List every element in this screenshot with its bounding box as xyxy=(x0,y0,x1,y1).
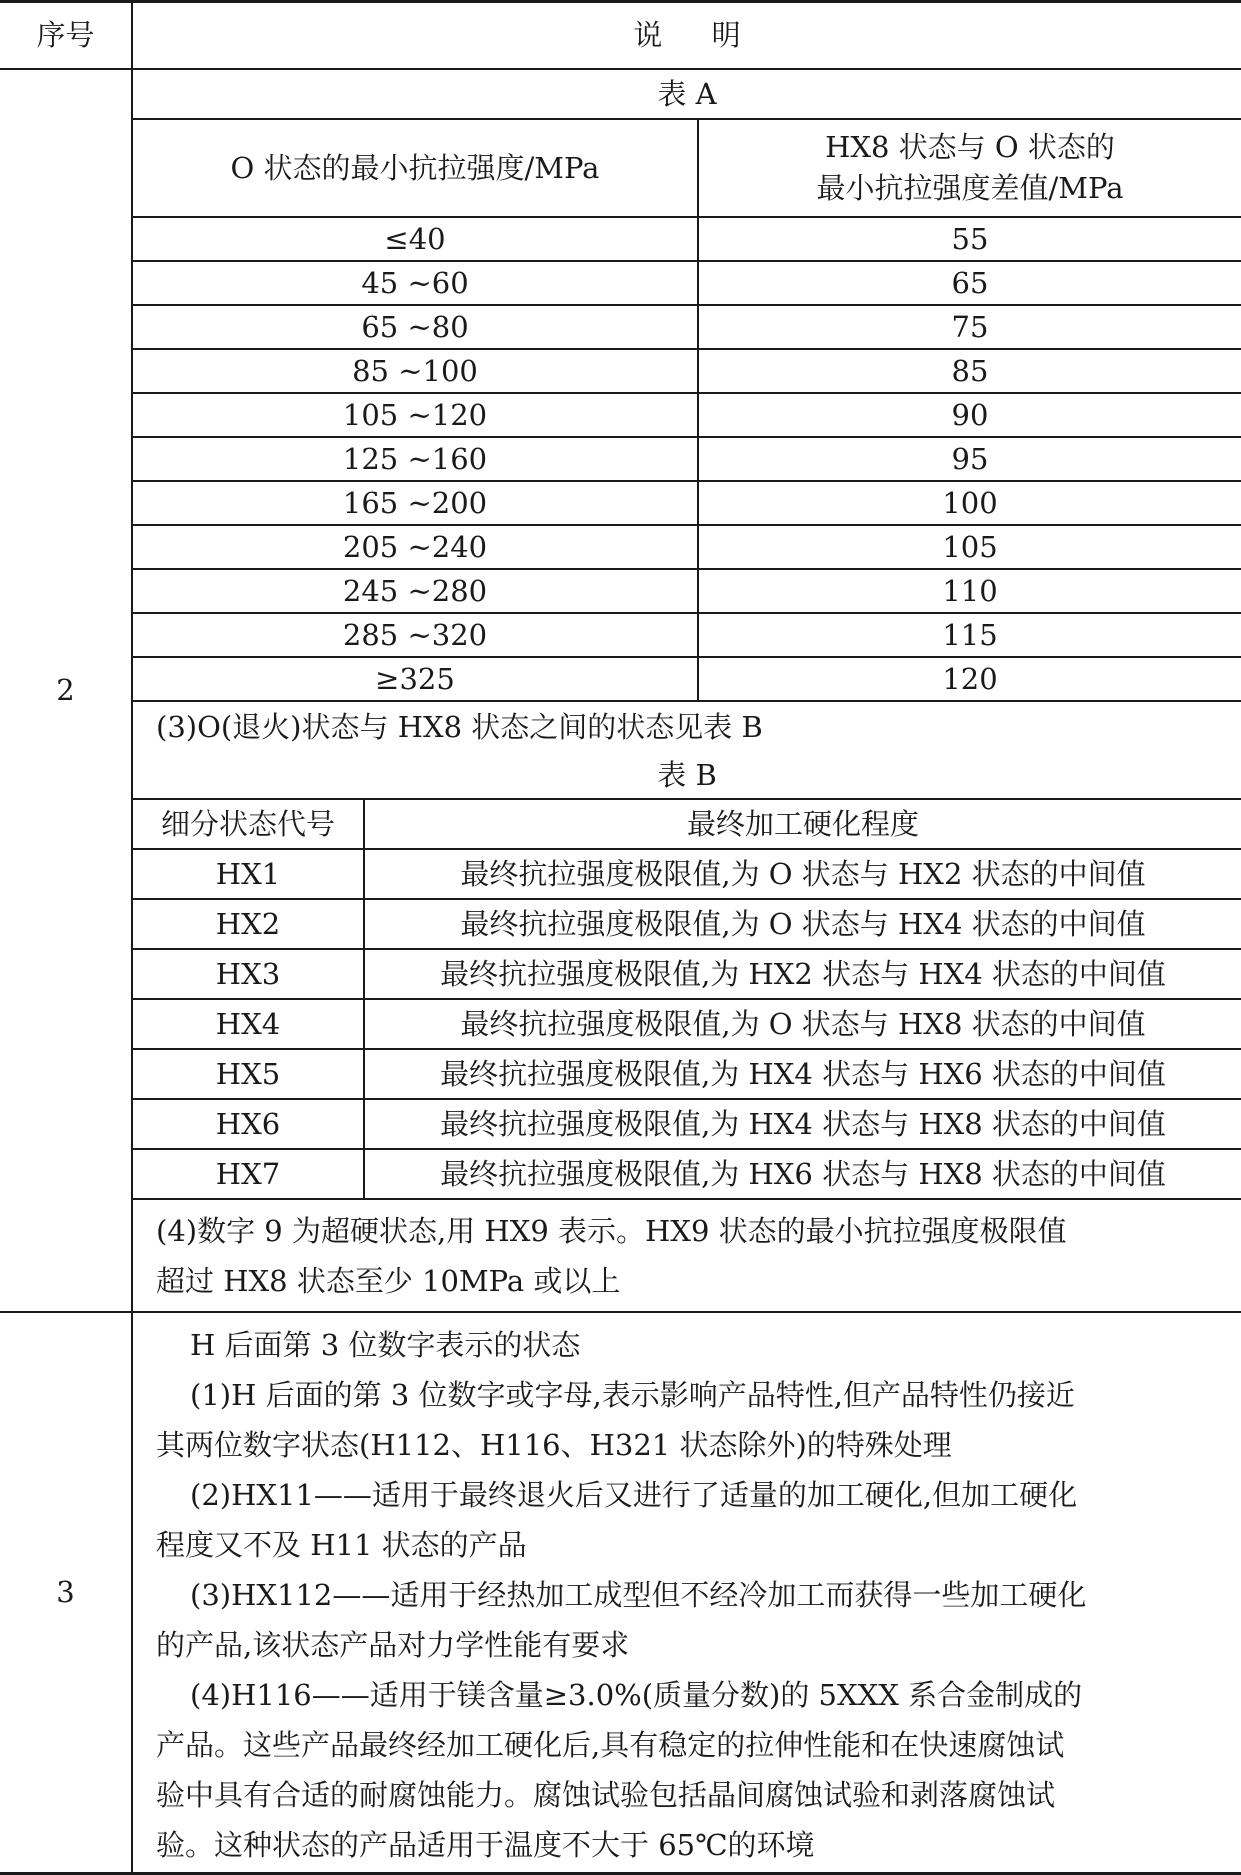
table-b-code: HX5 xyxy=(215,1056,281,1091)
table-b-code: HX6 xyxy=(215,1106,281,1141)
table-b-desc: 最终抗拉强度极限值,为 O 状态与 HX2 状态的中间值 xyxy=(460,856,1146,891)
table-a-diff: 95 xyxy=(951,441,989,476)
table-a-min: 205 ~240 xyxy=(342,529,488,564)
table-a-bottom-rule xyxy=(133,700,1241,702)
table-a-diff: 120 xyxy=(942,661,998,696)
table-a-diff: 100 xyxy=(942,485,998,520)
table-a-min: 165 ~200 xyxy=(342,485,488,520)
row3-line: (3)HX112——适用于经热加工成型但不经冷加工而获得一些加工硬化 xyxy=(190,1578,1087,1612)
row3-line: 其两位数字状态(H112、H116、H321 状态除外)的特殊处理 xyxy=(156,1428,952,1462)
header-col-no: 序号 xyxy=(36,17,95,52)
table-a-min: 245 ~280 xyxy=(342,573,488,608)
table-b-desc: 最终抗拉强度极限值,为 HX6 状态与 HX8 状态的中间值 xyxy=(440,1156,1166,1191)
table-a-col2 xyxy=(699,120,1241,216)
table-a-diff: 115 xyxy=(942,617,998,652)
table-a-diff: 55 xyxy=(951,221,989,256)
table-b-desc: 最终抗拉强度极限值,为 HX2 状态与 HX4 状态的中间值 xyxy=(440,956,1166,991)
row3-line: H 后面第 3 位数字表示的状态 xyxy=(190,1328,581,1362)
table-a-min: 45 ~60 xyxy=(361,265,469,300)
table-a-min: 125 ~160 xyxy=(342,441,488,476)
table-a-min: ≥325 xyxy=(375,661,455,696)
table-b-code: HX1 xyxy=(215,856,281,891)
row3-line: 验中具有合适的耐腐蚀能力。腐蚀试验包括晶间腐蚀试验和剥落腐蚀试 xyxy=(156,1778,1056,1812)
header-col-desc: 说 明 xyxy=(633,17,741,52)
header-col-desc-wrap xyxy=(133,2,1241,68)
table-b-caption: 表 B xyxy=(657,757,717,792)
row-no-2: 2 xyxy=(56,673,75,707)
table-a-col2-line1: HX8 状态与 O 状态的 xyxy=(825,130,1115,164)
table-b-desc: 最终抗拉强度极限值,为 HX4 状态与 HX6 状态的中间值 xyxy=(440,1056,1166,1091)
note-3: (3)O(退火)状态与 HX8 状态之间的状态见表 B xyxy=(156,710,763,744)
table-b-code: HX7 xyxy=(215,1156,281,1191)
table-b-col2: 最终加工硬化程度 xyxy=(686,806,919,841)
table-a-min: 65 ~80 xyxy=(361,309,469,344)
table-a-min: ≤40 xyxy=(384,221,446,256)
table-b-code: HX4 xyxy=(215,1006,281,1041)
row3-line: 产品。这些产品最终经加工硬化后,具有稳定的拉伸性能和在快速腐蚀试 xyxy=(156,1728,1065,1762)
table-a-diff: 85 xyxy=(951,353,989,388)
row3-line: (1)H 后面的第 3 位数字或字母,表示影响产品特性,但产品特性仍接近 xyxy=(190,1378,1075,1412)
row3-line: (4)H116——适用于镁含量≥3.0%(质量分数)的 5XXX 系合金制成的 xyxy=(190,1678,1083,1712)
table-a-diff: 105 xyxy=(942,529,998,564)
table-a-diff: 75 xyxy=(951,309,989,344)
table-a-min: 285 ~320 xyxy=(342,617,488,652)
note-4-line1: (4)数字 9 为超硬状态,用 HX9 表示。HX9 状态的最小抗拉强度极限值 xyxy=(156,1214,1067,1248)
table-a-caption: 表 A xyxy=(657,76,717,111)
row2-bottom-rule xyxy=(0,1311,1241,1313)
note-4-line2: 超过 HX8 状态至少 10MPa 或以上 xyxy=(156,1264,621,1298)
table-b-bottom-rule xyxy=(133,1198,1241,1200)
table-b-col1: 细分状态代号 xyxy=(160,806,335,841)
table-a-diff: 110 xyxy=(942,573,998,608)
table-b-desc: 最终抗拉强度极限值,为 O 状态与 HX4 状态的中间值 xyxy=(460,906,1146,941)
row3-line: (2)HX11——适用于最终退火后又进行了适量的加工硬化,但加工硬化 xyxy=(190,1478,1078,1512)
table-a-min: 85 ~100 xyxy=(352,353,478,388)
table-a-col1: O 状态的最小抗拉强度/MPa xyxy=(230,150,600,185)
table-b-code: HX2 xyxy=(215,906,281,941)
table-b-desc: 最终抗拉强度极限值,为 O 状态与 HX8 状态的中间值 xyxy=(460,1006,1146,1041)
table-a-col2-line2: 最小抗拉强度差值/MPa xyxy=(816,171,1124,205)
table-b-code: HX3 xyxy=(215,956,281,991)
table-a-min: 105 ~120 xyxy=(342,397,488,432)
table-a-diff: 65 xyxy=(951,265,989,300)
table-b-desc: 最终抗拉强度极限值,为 HX4 状态与 HX8 状态的中间值 xyxy=(440,1106,1166,1141)
row3-line: 程度又不及 H11 状态的产品 xyxy=(156,1528,527,1562)
row3-line: 验。这种状态的产品适用于温度不大于 65℃的环境 xyxy=(156,1828,815,1862)
row-no-3: 3 xyxy=(56,1575,75,1609)
row3-line: 的产品,该状态产品对力学性能有要求 xyxy=(156,1628,630,1662)
table-a-diff: 90 xyxy=(951,397,989,432)
